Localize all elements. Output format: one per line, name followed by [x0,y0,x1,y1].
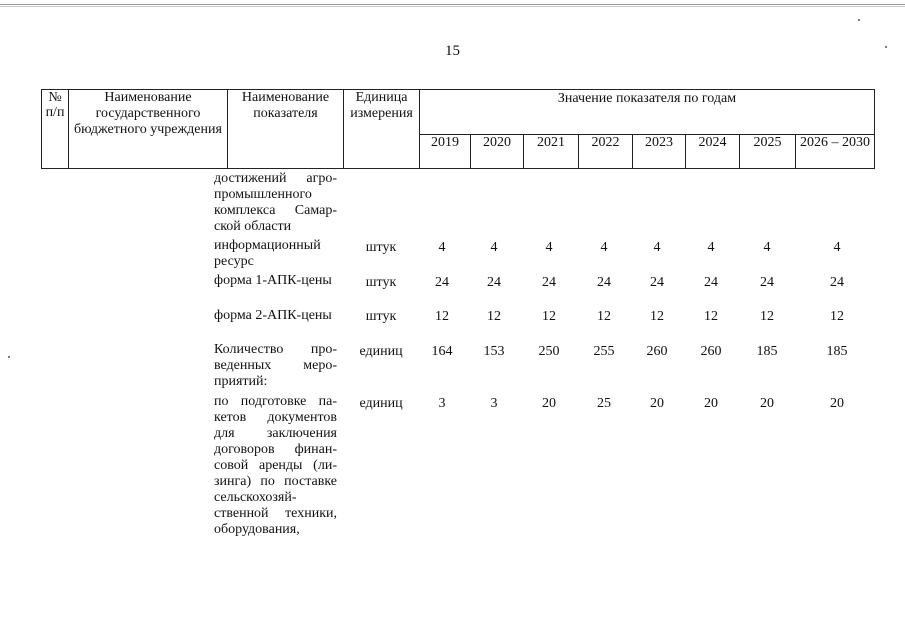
row-value: 4 [707,240,715,255]
header-year: 2024 [686,135,740,169]
row-value: 4 [490,240,498,255]
row-value: 12 [487,309,501,324]
header-unit: Единица измерения [344,90,420,169]
row-value: 3 [438,396,446,411]
header-institution: Наименование государственного бюджетного учреждения [69,90,228,169]
row-value: 24 [435,275,449,290]
header-year: 2026 – 2030 [796,135,875,169]
header-values-by-year: Значение показателя по годам [420,90,875,135]
header-year: 2021 [524,135,579,169]
row-indicator: форма 1-АПК-цены [214,273,332,288]
header-year: 2020 [471,135,524,169]
header-year: 2022 [579,135,633,169]
row-value: 24 [597,275,611,290]
row-value: 12 [650,309,664,324]
row-value: 4 [833,240,841,255]
row-indicator: информационный ресурс [214,238,321,269]
row-value: 24 [830,275,844,290]
row-value: 12 [542,309,556,324]
row-value: 12 [704,309,718,324]
row-value: 12 [435,309,449,324]
row-unit: штук [365,240,397,255]
header-indicator: Наименование показателя [228,90,344,169]
scan-speck [885,46,887,48]
row-indicator: Количество про-веденных меро-приятий: [214,342,337,389]
header-year: 2019 [420,135,471,169]
row-value: 20 [650,396,664,411]
row-value: 250 [538,344,560,359]
scan-speck [8,356,10,358]
row-value: 20 [830,396,844,411]
row-value: 25 [597,396,611,411]
row-indicator: достижений агро-промышленного комплекса Самар-ской области [214,171,337,234]
header-year: 2025 [740,135,796,169]
row-value: 4 [600,240,608,255]
row-value: 12 [597,309,611,324]
row-value: 24 [542,275,556,290]
row-unit: единиц [359,396,403,411]
row-unit: единиц [359,344,403,359]
row-value: 185 [756,344,778,359]
row-value: 185 [826,344,848,359]
row-value: 153 [483,344,505,359]
row-value: 20 [760,396,774,411]
header-num: № п/п [42,90,69,169]
row-value: 24 [760,275,774,290]
row-value: 4 [545,240,553,255]
row-value: 12 [830,309,844,324]
row-value: 255 [593,344,615,359]
page-number: 15 [445,43,460,59]
row-unit: штук [365,275,397,290]
header-year: 2023 [633,135,686,169]
row-value: 260 [646,344,668,359]
row-unit: штук [365,309,397,324]
row-value: 164 [431,344,453,359]
row-value: 4 [438,240,446,255]
row-value: 20 [704,396,718,411]
row-value: 24 [704,275,718,290]
row-value: 24 [487,275,501,290]
row-indicator: форма 2-АПК-цены [214,308,332,323]
row-value: 4 [653,240,661,255]
row-value: 20 [542,396,556,411]
row-value: 24 [650,275,664,290]
row-value: 12 [760,309,774,324]
row-value: 260 [700,344,722,359]
scan-speck [858,19,860,21]
row-value: 3 [490,396,498,411]
row-indicator: по подготовке па-кетов документов для заключения договоров финан-совой аренды (ли-зинга) по поставке сельскохозяй-ственной техники, оборудования, [214,394,337,537]
row-value: 4 [763,240,771,255]
